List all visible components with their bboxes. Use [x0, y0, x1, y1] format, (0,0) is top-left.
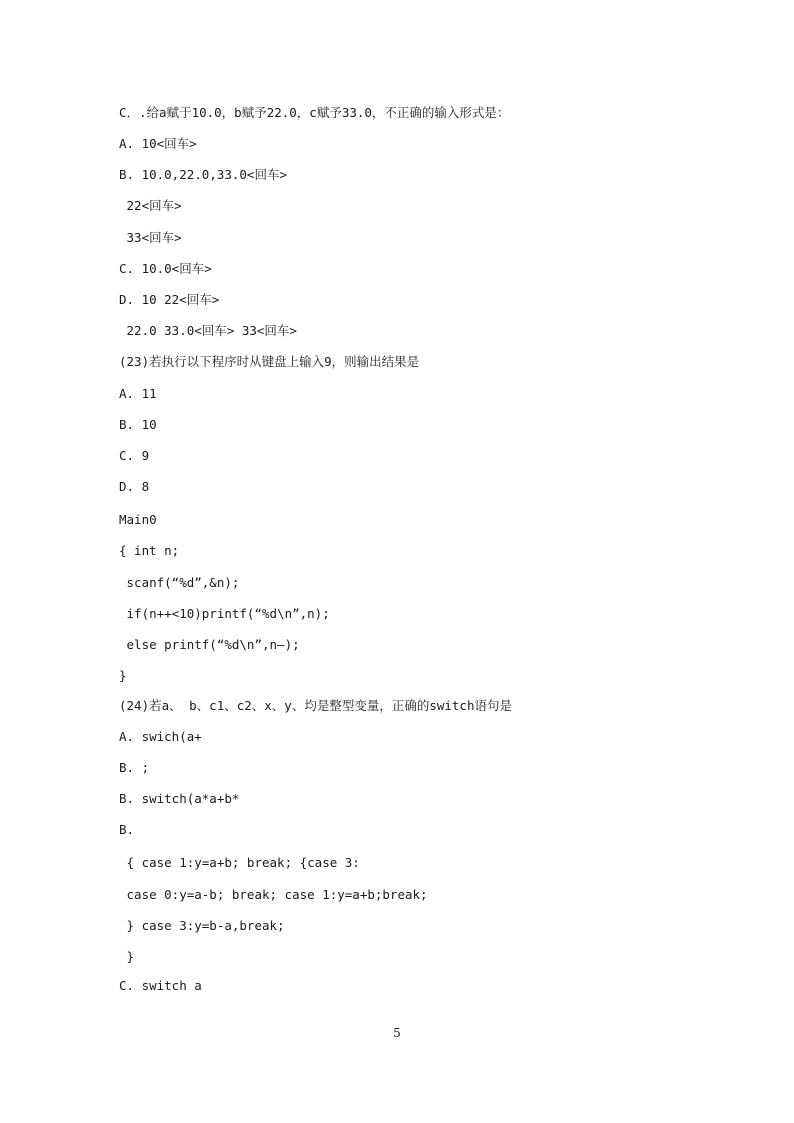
code-line: }: [119, 949, 135, 964]
text-line: B. switch(a*a+b*: [119, 791, 240, 806]
text-line: 22.0 33.0<回车> 33<回车>: [119, 323, 297, 338]
text-line: B. 10.0,22.0,33.0<回车>: [119, 167, 287, 182]
code-line: scanf(“%d”,&n);: [119, 575, 240, 590]
text-line: C. 10.0<回车>: [119, 261, 212, 276]
text-line: A. swich(a+: [119, 729, 202, 744]
text-line: C. switch a: [119, 978, 202, 993]
code-line: }: [119, 668, 127, 683]
code-line: Main0: [119, 512, 157, 527]
code-line: } case 3:y=b-a,break;: [119, 918, 285, 933]
code-line: { case 1:y=a+b; break; {case 3:: [119, 855, 360, 870]
text-line: B.: [119, 822, 135, 837]
text-line: B. 10: [119, 417, 157, 432]
text-line: 22<回车>: [119, 198, 182, 213]
text-line: D. 8: [119, 479, 150, 494]
text-line: D. 10 22<回车>: [119, 292, 220, 307]
code-line: if(n++<10)printf(“%d\n”,n);: [119, 606, 330, 621]
text-line: C．.给a赋于10.0，b赋予22.0，c赋予33.0，不正确的输入形式是：: [119, 105, 510, 120]
text-line: A. 10<回车>: [119, 136, 197, 151]
code-line: { int n;: [119, 543, 180, 558]
text-line: A. 11: [119, 386, 157, 401]
text-line: 33<回车>: [119, 230, 182, 245]
text-line: B. ;: [119, 760, 150, 775]
question-heading: (24)若a、 b、c1、c2、x、y、均是整型变量，正确的switch语句是: [119, 698, 512, 713]
text-line: C. 9: [119, 448, 150, 463]
code-line: else printf(“%d\n”,n—);: [119, 637, 300, 652]
code-line: case 0:y=a-b; break; case 1:y=a+b;break;: [119, 887, 428, 902]
page-number: 5: [393, 1026, 401, 1040]
question-heading: (23)若执行以下程序时从键盘上输入9，则输出结果是: [119, 354, 420, 369]
